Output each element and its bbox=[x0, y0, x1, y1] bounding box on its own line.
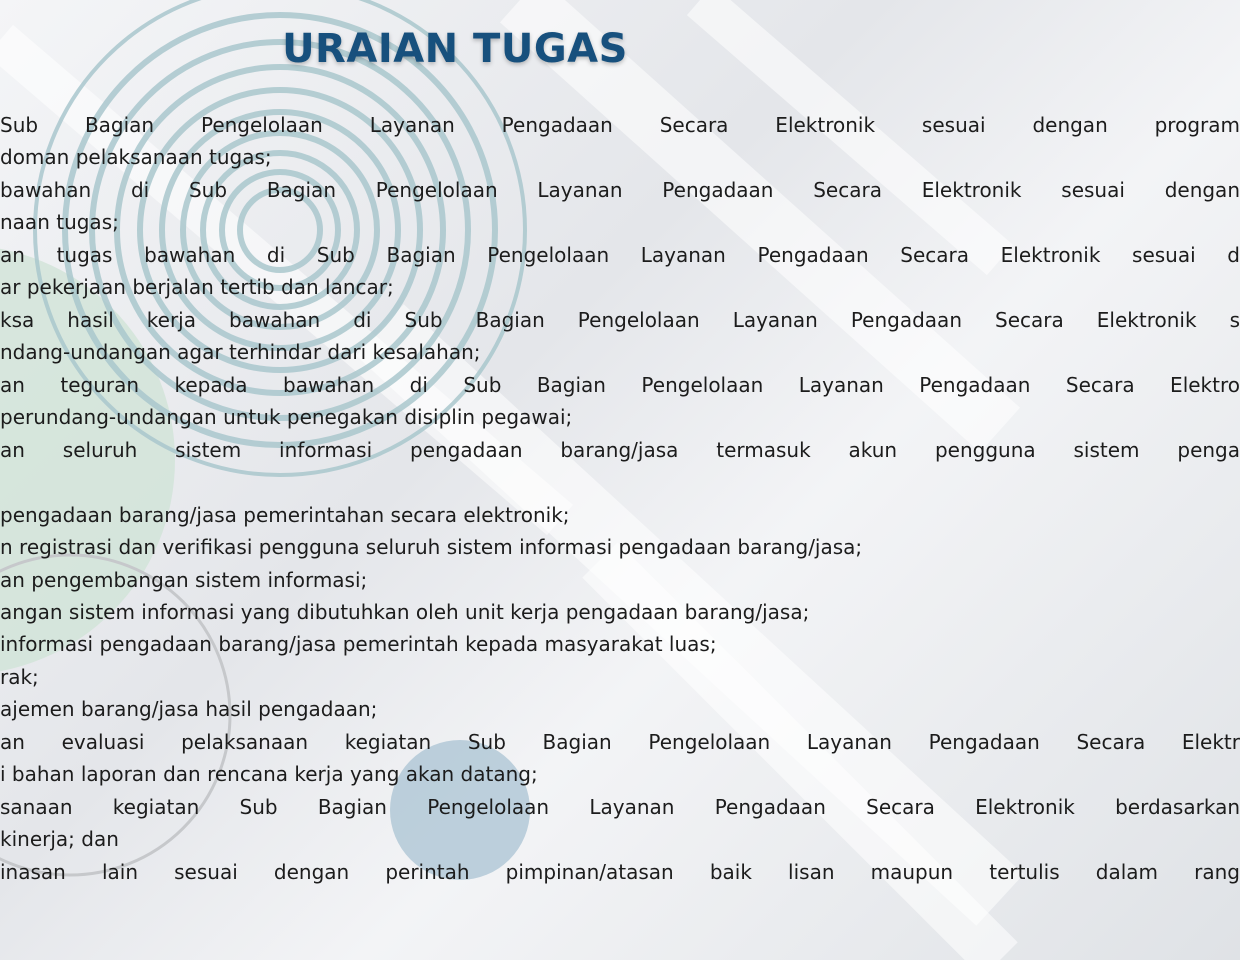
task-line: doman pelaksanaan tugas; bbox=[0, 145, 272, 169]
task-line: an seluruh sistem informasi pengadaan barang/jasa termasuk akun pengguna sistem penga bbox=[0, 438, 1240, 462]
task-line: inasan lain sesuai dengan perintah pimpinan/atasan baik lisan maupun tertulis dalam rang bbox=[0, 860, 1240, 884]
task-line: perundang-undangan untuk penegakan disiplin pegawai; bbox=[0, 405, 573, 429]
task-line: ajemen barang/jasa hasil pengadaan; bbox=[0, 697, 378, 721]
task-line: Sub Bagian Pengelolaan Layanan Pengadaan Secara Elektronik sesuai dengan program bbox=[0, 113, 1240, 137]
task-line: rak; bbox=[0, 665, 39, 689]
task-line: informasi pengadaan barang/jasa pemerintah kepada masyarakat luas; bbox=[0, 632, 717, 656]
task-line: i bahan laporan dan rencana kerja yang akan datang; bbox=[0, 762, 538, 786]
task-line bbox=[0, 467, 1240, 497]
task-line: naan tugas; bbox=[0, 210, 119, 234]
task-line: angan sistem informasi yang dibutuhkan oleh unit kerja pengadaan barang/jasa; bbox=[0, 600, 810, 624]
task-line: ndang-undangan agar terhindar dari kesalahan; bbox=[0, 340, 481, 364]
task-line: bawahan di Sub Bagian Pengelolaan Layanan Pengadaan Secara Elektronik sesuai dengan bbox=[0, 178, 1240, 202]
task-line: pengadaan barang/jasa pemerintahan secara elektronik; bbox=[0, 503, 570, 527]
task-line: an pengembangan sistem informasi; bbox=[0, 568, 368, 592]
task-line: sanaan kegiatan Sub Bagian Pengelolaan Layanan Pengadaan Secara Elektronik berdasarkan bbox=[0, 795, 1240, 819]
task-line: kinerja; dan bbox=[0, 827, 119, 851]
task-line: n registrasi dan verifikasi pengguna seluruh sistem informasi pengadaan barang/jasa; bbox=[0, 535, 863, 559]
task-line: an teguran kepada bawahan di Sub Bagian Pengelolaan Layanan Pengadaan Secara Elektro bbox=[0, 373, 1240, 397]
task-line: ar pekerjaan berjalan tertib dan lancar; bbox=[0, 275, 394, 299]
task-line: an tugas bawahan di Sub Bagian Pengelolaan Layanan Pengadaan Secara Elektronik sesuai d bbox=[0, 243, 1240, 267]
task-line: an evaluasi pelaksanaan kegiatan Sub Bagian Pengelolaan Layanan Pengadaan Secara Elektr bbox=[0, 730, 1240, 754]
page-title: URAIAN TUGAS bbox=[282, 26, 628, 72]
task-line: ksa hasil kerja bawahan di Sub Bagian Pengelolaan Layanan Pengadaan Secara Elektronik s bbox=[0, 308, 1240, 332]
